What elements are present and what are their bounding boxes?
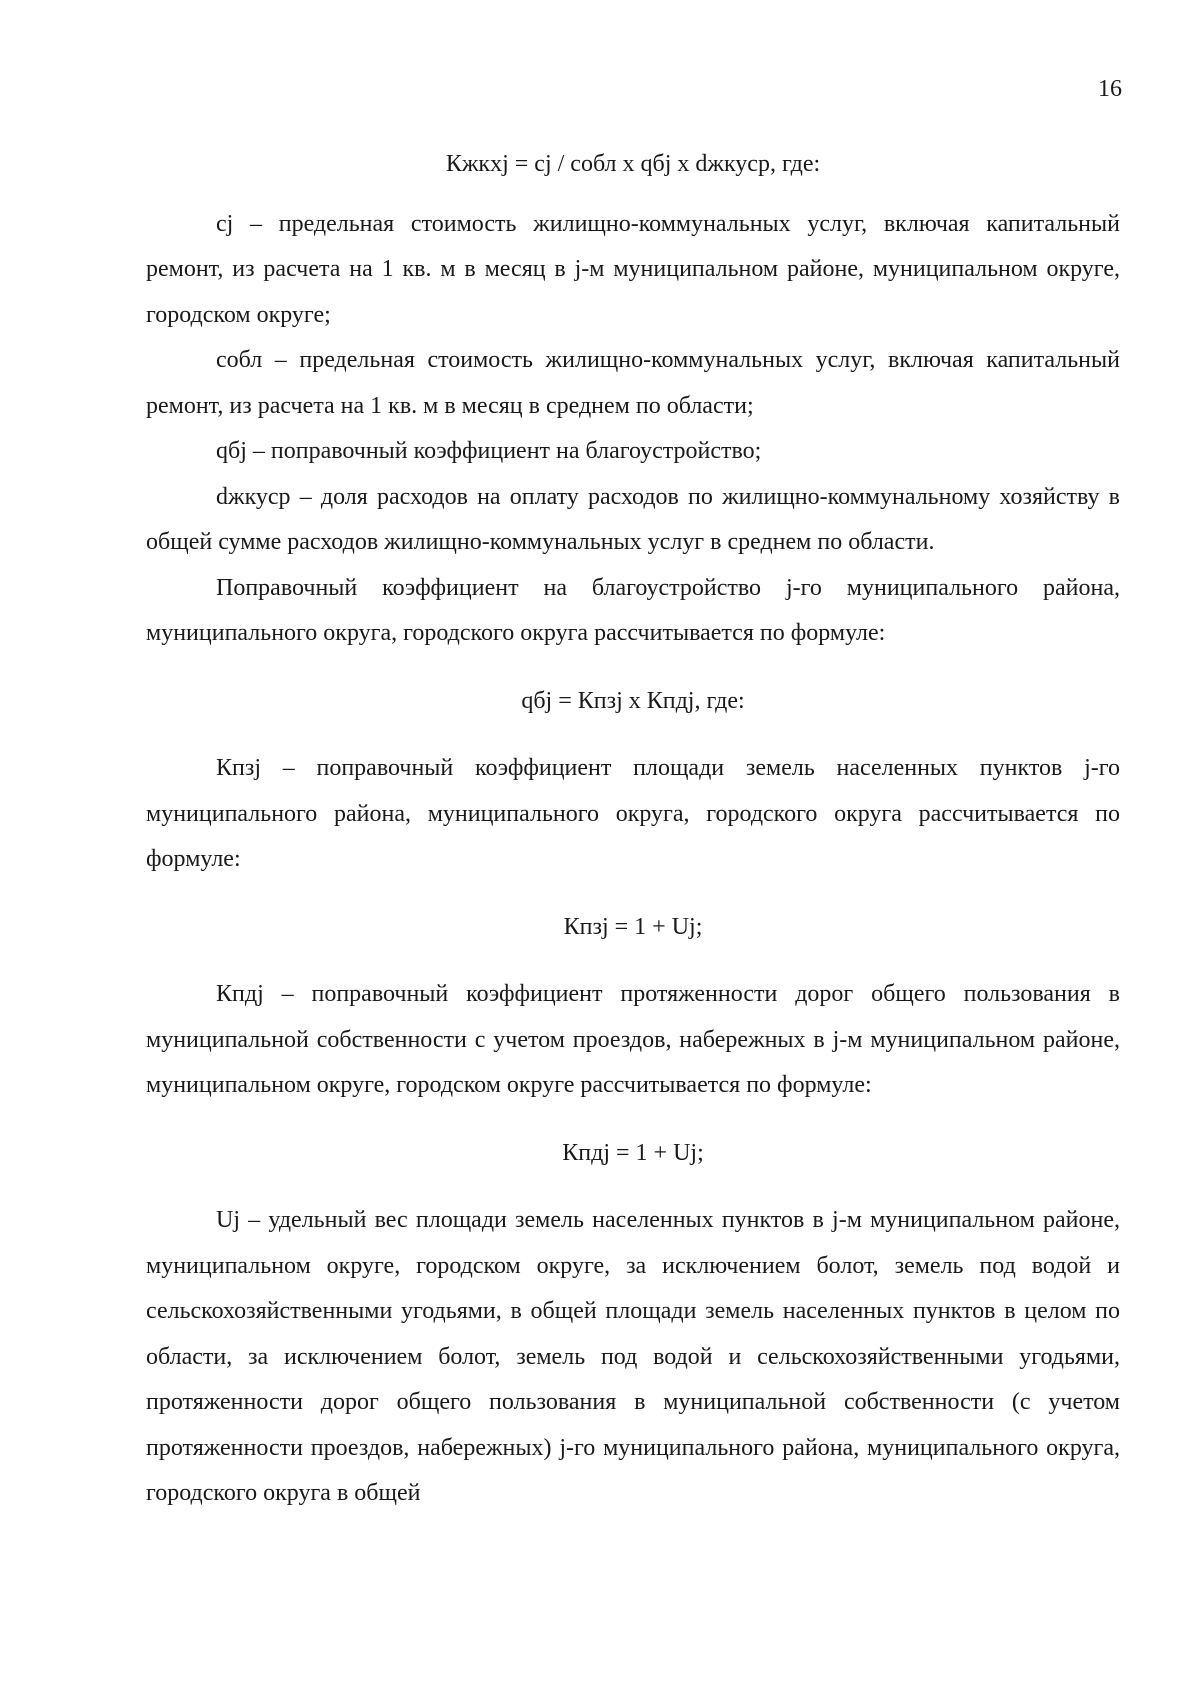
definition-cj: cj – предельная стоимость жилищно-коммунальных услуг, включая капитальный ремонт, из расчета на 1 кв. м в месяц в j-м муниципальном районе, муниципальном округе, городском округе; [146, 210, 1120, 328]
paragraph-qbj-intro: Поправочный коэффициент на благоустройство j-го муниципального района, муниципального округа, городского округа рассчитывается по формуле: [146, 574, 1120, 646]
formula-kpdj: Кпдj = 1 + Uj; [562, 1139, 704, 1166]
definition-dzhkusr: dжкуср – доля расходов на оплату расходов по жилищно-коммунальному хозяйству в общей сумме расходов жилищно-коммунальных услуг в среднем по области. [146, 483, 1120, 555]
definition-uj: Uj – удельный вес площади земель населенных пунктов в j-м муниципальном районе, муниципальном округе, городском округе, за исключением болот, земель под водой и сельскохозяйственными угодьями, в общей площади земель населенных пунктов в целом по области, за исключением болот, земель под водой и сельскохозяйственными угодьями, протяженности дорог общего пользования в муниципальной собственности (с учетом протяженности проездов, набережных) j-го муниципального района, муниципального округа, городского округа в общей [146, 1207, 1120, 1506]
page-number: 16 [1098, 76, 1122, 102]
definition-kpzj: Кпзj – поправочный коэффициент площади земель населенных пунктов j-го муниципального района, муниципального округа, городского округа рассчитывается по формуле: [146, 755, 1120, 872]
definition-sobl: собл – предельная стоимость жилищно-коммунальных услуг, включая капитальный ремонт, из расчета на 1 кв. м в месяц в среднем по области; [146, 347, 1120, 419]
formula-kpzj: Кпзj = 1 + Uj; [563, 913, 703, 940]
definition-qbj: qбj – поправочный коэффициент на благоустройство; [216, 438, 762, 464]
formula-qbj: qбj = Кпзj x Кпдj, где: [521, 687, 745, 714]
definition-kpdj: Кпдj – поправочный коэффициент протяженности дорог общего пользования в муниципальной собственности с учетом проездов, набережных в j-м муниципальном районе, муниципальном округе, городском округе рассчитывается по формуле: [146, 981, 1120, 1098]
document-body [146, 142, 1120, 1517]
formula-kzhkh: Кжкхj = cj / собл x qбj x dжкуср, где: [445, 151, 821, 177]
